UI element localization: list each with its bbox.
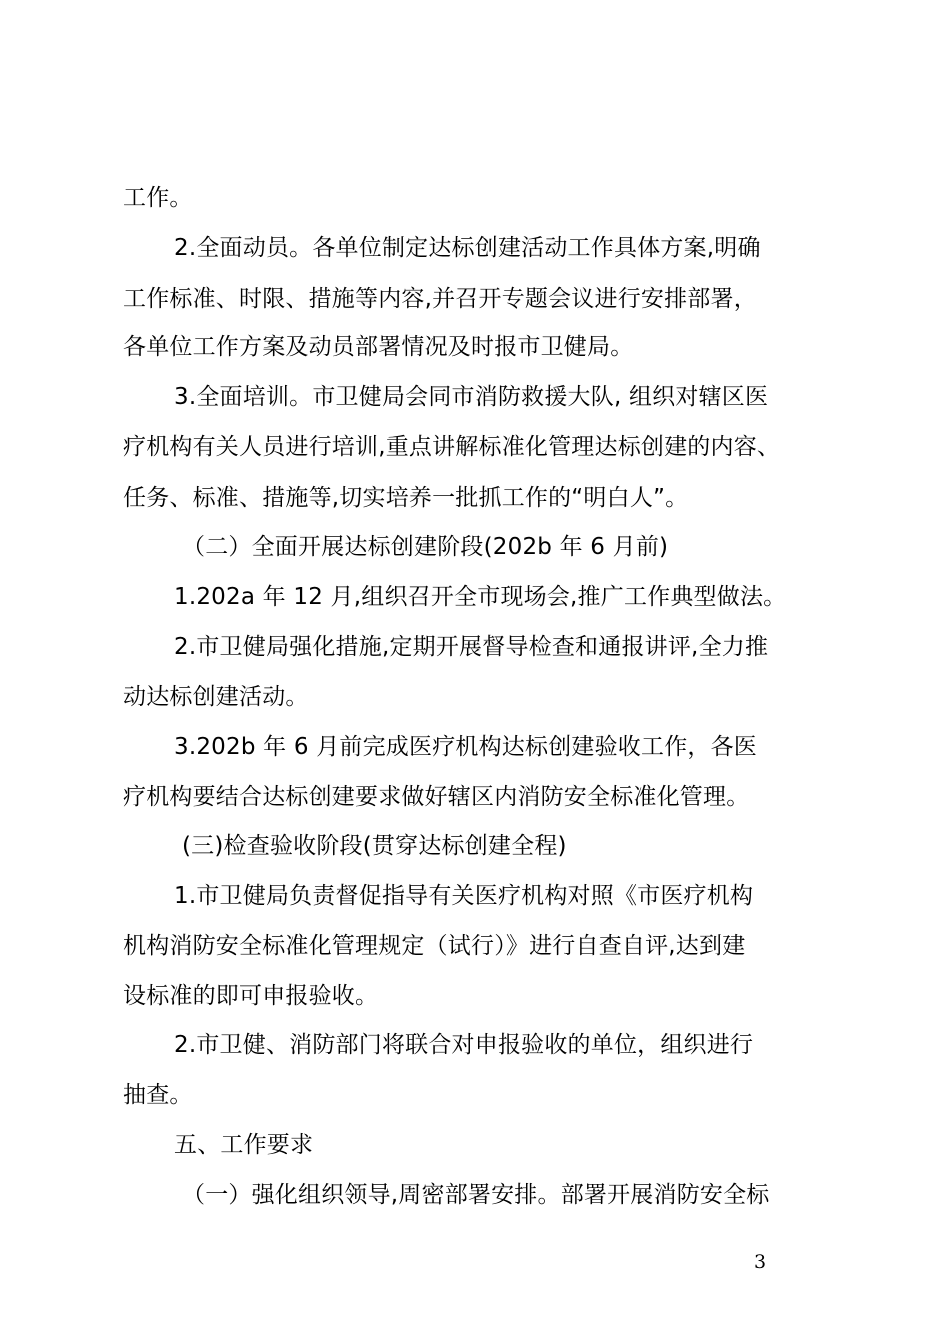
text-line-16: 机构消防安全标准化管理规定（试行）》进行自查自评,达到建	[123, 933, 746, 959]
section-heading-3: (三)检查验收阶段(贯穿达标创建全程)	[182, 833, 567, 859]
text-line-21: （一）强化组织领导,周密部署安排。部署开展消防安全标	[182, 1182, 770, 1208]
text-line-6: 疗机构有关人员进行培训,重点讲解标准化管理达标创建的内容、	[123, 434, 781, 460]
text-line-11: 动达标创建活动。	[123, 684, 309, 710]
text-line-19: 抽查。	[123, 1082, 193, 1108]
text-line-1: 工作。	[123, 185, 193, 211]
text-line-3: 工作标准、时限、措施等内容,并召开专题会议进行安排部署，	[123, 286, 757, 312]
section-heading-5: 五、工作要求	[174, 1132, 314, 1158]
text-line-7: 任务、标准、措施等,切实培养一批抓工作的“明白人”。	[123, 485, 689, 511]
text-line-4: 各单位工作方案及动员部署情况及时报市卫健局。	[123, 334, 634, 360]
page-number: 3	[754, 1251, 767, 1273]
text-line-10: 2.市卫健局强化措施,定期开展督导检查和通报讲评,全力推	[174, 634, 769, 660]
text-line-2: 2.全面动员。各单位制定达标创建活动工作具体方案,明确	[174, 235, 761, 261]
text-line-15: 1.市卫健局负责督促指导有关医疗机构对照《市医疗机构	[174, 883, 754, 909]
text-line-12: 3.202b 年 6 月前完成医疗机构达标创建验收工作，各医	[174, 734, 758, 760]
text-line-13: 疗机构要结合达标创建要求做好辖区内消防安全标准化管理。	[123, 784, 750, 810]
text-line-18: 2.市卫健、消防部门将联合对申报验收的单位，组织进行	[174, 1032, 754, 1058]
text-line-9: 1.202a 年 12 月,组织召开全市现场会,推广工作典型做法。	[174, 584, 787, 610]
text-line-5: 3.全面培训。市卫健局会同市消防救援大队, 组织对辖区医	[174, 384, 769, 410]
text-line-17: 设标准的即可申报验收。	[123, 983, 379, 1009]
section-heading-2: （二）全面开展达标创建阶段(202b 年 6 月前)	[182, 534, 669, 560]
